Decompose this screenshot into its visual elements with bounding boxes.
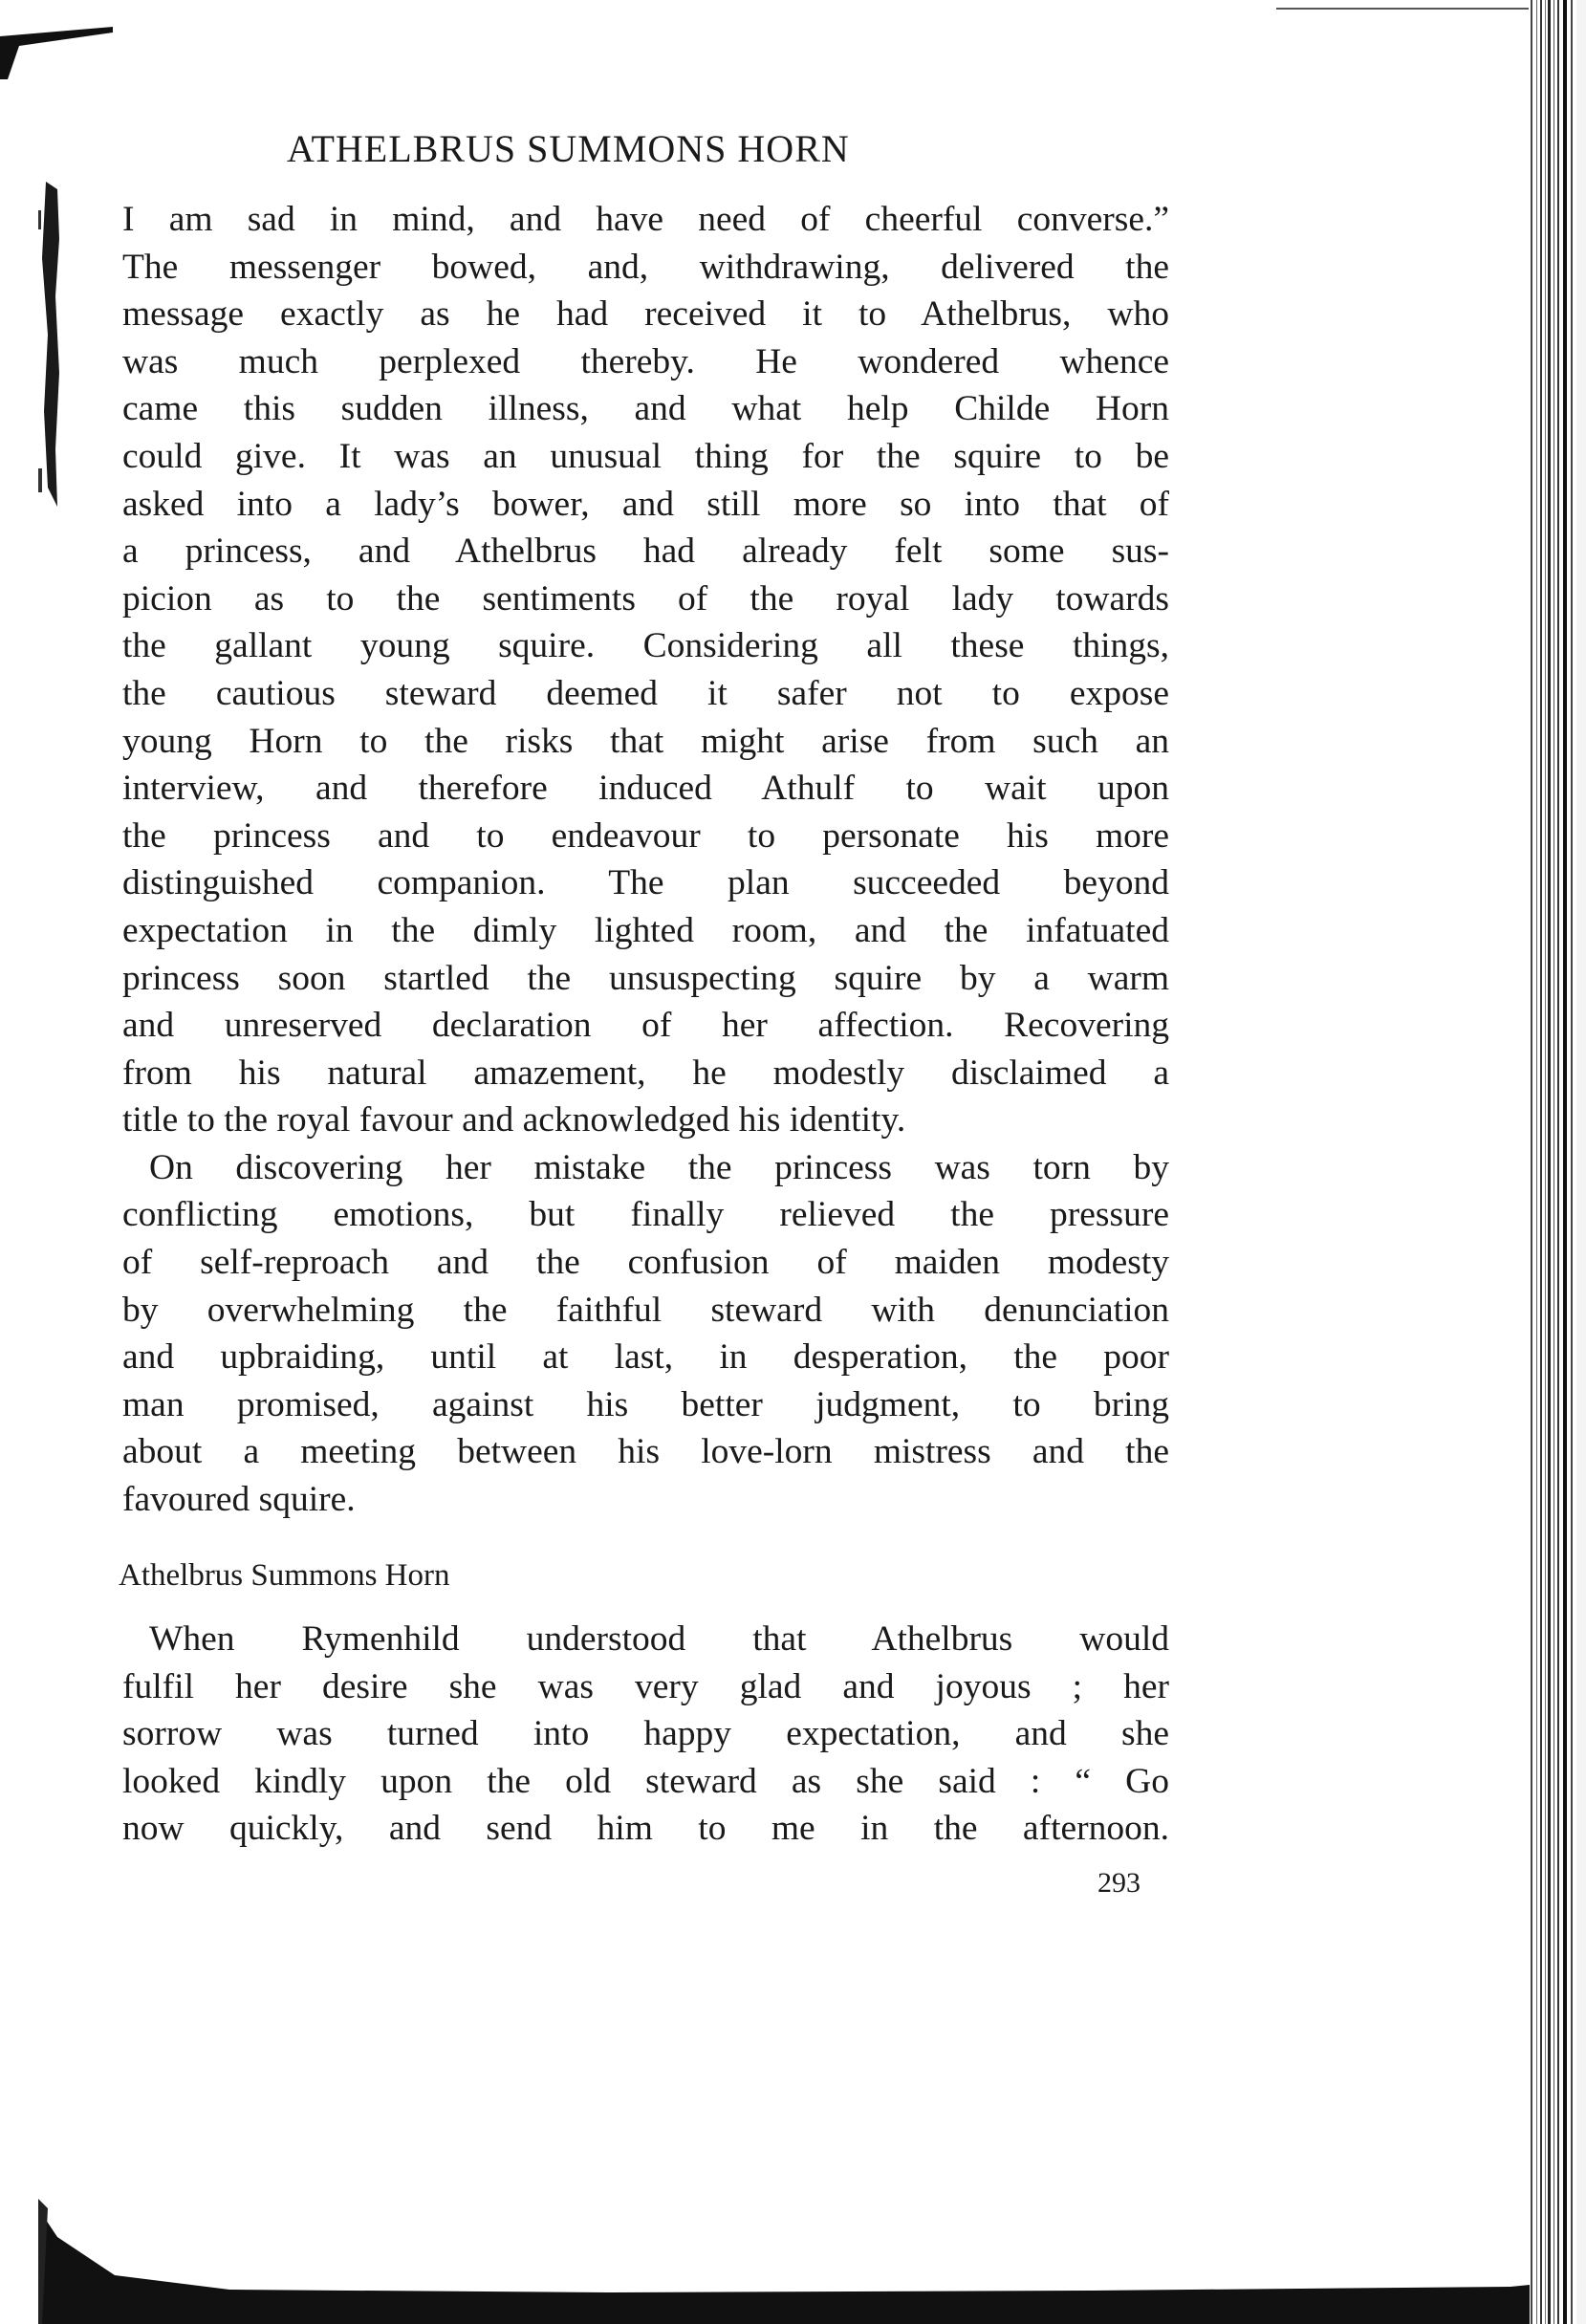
running-head: ATHELBRUS SUMMONS HORN <box>287 127 850 170</box>
text-line: from his natural amazement, he modestly disclaimed a <box>122 1053 1169 1093</box>
text-line: came this sudden illness, and what help Childe Horn <box>122 389 1169 429</box>
book-spine-edge <box>1529 0 1586 2324</box>
text-line: On discovering her mistake the princess was torn by <box>149 1147 1169 1187</box>
text-line: was much perplexed thereby. He wondered whence <box>122 341 1169 381</box>
scan-corner-mark <box>0 27 115 79</box>
text-line: The messenger bowed, and, withdrawing, delivered the <box>122 247 1169 287</box>
text-line: man promised, against his better judgment, to bring <box>122 1384 1169 1424</box>
text-line: conflicting emotions, but finally relieved the pressure <box>122 1195 1169 1235</box>
text-line: asked into a lady’s bower, and still more so into that of <box>122 484 1169 524</box>
text-line: I am sad in mind, and have need of cheerful converse.” <box>122 200 1169 239</box>
text-line: and upbraiding, until at last, in desperation, the poor <box>122 1337 1169 1378</box>
text-line: the gallant young squire. Considering all these things, <box>122 626 1169 666</box>
text-line: princess soon startled the unsuspecting squire by a warm <box>122 958 1169 998</box>
text-line: interview, and therefore induced Athulf to wait upon <box>122 769 1169 809</box>
body-text-top <box>122 196 1169 1524</box>
bottom-scan-shadow <box>38 2180 1530 2324</box>
text-line: and unreserved declaration of her affection. Recovering <box>122 1006 1169 1046</box>
text-line: of self-reproach and the confusion of maiden modesty <box>122 1243 1169 1283</box>
text-line: sorrow was turned into happy expectation, and she <box>122 1714 1169 1754</box>
text-line: title to the royal favour and acknowledged his identity. <box>122 1100 906 1140</box>
text-line: When Rymenhild understood that Athelbrus would <box>149 1619 1169 1659</box>
body-text-bottom <box>122 1616 1169 1853</box>
text-line: the cautious steward deemed it safer not to expose <box>122 673 1169 713</box>
text-line: the princess and to endeavour to personate his more <box>122 815 1169 856</box>
page-number: 293 <box>1097 1867 1141 1899</box>
text-line: message exactly as he had received it to Athelbrus, who <box>122 294 1169 335</box>
text-line: favoured squire. <box>122 1480 356 1520</box>
text-line: a princess, and Athelbrus had already felt some sus- <box>122 532 1169 572</box>
text-line: about a meeting between his love-lorn mistress and the <box>122 1432 1169 1472</box>
text-line: fulfil her desire she was very glad and joyous ; her <box>122 1666 1169 1706</box>
text-line: could give. It was an unusual thing for the squire to be <box>122 436 1169 476</box>
section-heading: Athelbrus Summons Horn <box>119 1558 450 1593</box>
text-line: young Horn to the risks that might arise from such an <box>122 721 1169 761</box>
text-line: looked kindly upon the old steward as she said : “ Go <box>122 1761 1169 1801</box>
text-line: distinguished companion. The plan succeeded beyond <box>122 863 1169 903</box>
text-line: picion as to the sentiments of the royal lady towards <box>122 578 1169 619</box>
gutter-shadow <box>38 182 61 507</box>
text-line: expectation in the dimly lighted room, and the infatuated <box>122 910 1169 950</box>
text-line: by overwhelming the faithful steward with denunciation <box>122 1290 1169 1330</box>
text-line: now quickly, and send him to me in the afternoon. <box>122 1809 1169 1849</box>
scan-top-rule <box>1276 8 1530 10</box>
